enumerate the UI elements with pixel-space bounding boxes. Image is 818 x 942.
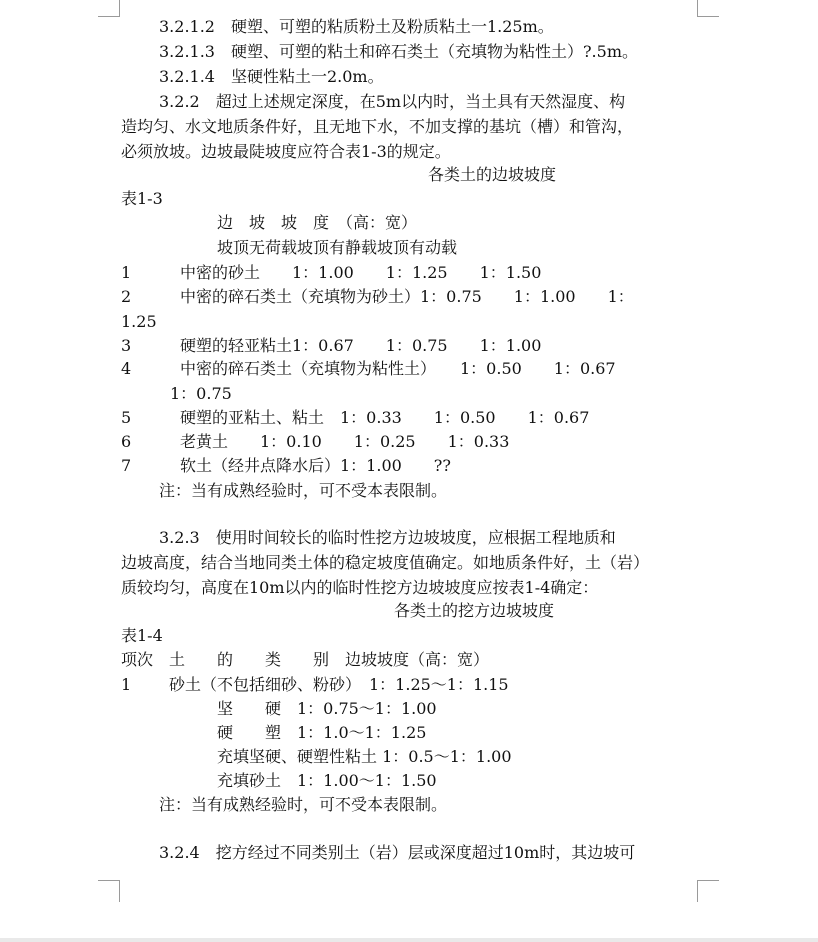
clause-3-2-2-line: 必须放坡。边坡最陡坡度应符合表1-3的规定。 [121,142,451,161]
crop-mark-top-left [98,16,120,17]
row-text: 坚 硬 1：0.75～1：1.00 [217,699,437,718]
row-number: 6 [121,432,132,451]
table-1-3-label: 表1-3 [121,189,163,208]
crop-mark-bottom-left [98,880,120,881]
crop-mark-top-right [697,0,698,17]
row-text: 充填坚硬、硬塑性粘土 1：0.5～1：1.00 [217,747,512,766]
row-text: 中密的碎石类土（充填物为砂土）1：0.75 1：1.00 1： [180,287,634,306]
table-1-3-subheader: 坡顶无荷载坡顶有静载坡顶有动载 [217,238,458,257]
crop-mark-top-left [119,0,120,17]
crop-mark-bottom-left [119,880,120,902]
row-text: 砂土（不包括细砂、粉砂） 1：1.25～1：1.15 [169,675,509,694]
clause-3-2-2-line: 3.2.2 超过上述规定深度，在5m以内时，当土具有天然湿度、构 [159,92,626,111]
clause-3-2-4-line: 3.2.4 挖方经过不同类别土（岩）层或深度超过10m时，其边坡可 [159,843,636,862]
table-1-4-note: 注：当有成熟经验时，可不受本表限制。 [159,795,448,814]
clause-3-2-3-line: 边坡高度，结合当地同类土体的稳定坡度值确定。如地质条件好，土（岩） [121,553,650,572]
row-text: 硬塑的亚粘土、粘土 1：0.33 1：0.50 1：0.67 [180,408,590,427]
row-number: 4 [121,359,132,378]
row-text: 充填砂土 1：1.00～1：1.50 [217,771,437,790]
crop-mark-bottom-right [697,880,698,902]
row-text: 老黄土 1：0.10 1：0.25 1：0.33 [180,432,510,451]
row-number: 3 [121,336,132,355]
row-text: 硬 塑 1：1.0～1：1.25 [217,723,427,742]
row-text-wrap: 1.25 [121,312,157,331]
clause-3-2-1-4: 3.2.1.4 坚硬性粘土一2.0m。 [159,67,384,86]
clause-3-2-1-2: 3.2.1.2 硬塑、可塑的粘质粉土及粉质粘土一1.25m。 [159,17,554,36]
row-number: 2 [121,287,132,306]
row-text-wrap: 1：0.75 [170,384,232,403]
page-bottom-edge [0,938,818,942]
clause-3-2-2-line: 造均匀、水文地质条件好，且无地下水，不加支撑的基坑（槽）和管沟， [121,117,634,136]
row-text: 软土（经井点降水后）1：1.00 ?? [180,456,451,475]
row-text: 硬塑的轻亚粘土1：0.67 1：0.75 1：1.00 [180,336,542,355]
table-1-3-note: 注：当有成熟经验时，可不受本表限制。 [159,481,448,500]
clause-3-2-3-line: 3.2.3 使用时间较长的临时性挖方边坡坡度，应根据工程地质和 [159,528,616,547]
table-1-3-caption: 各类土的边坡坡度 [428,165,557,184]
table-1-4-caption: 各类土的挖方边坡坡度 [394,601,555,620]
row-text: 中密的砂土 1：1.00 1：1.25 1：1.50 [180,263,542,282]
row-number: 1 [121,675,132,694]
row-number: 1 [121,263,132,282]
table-1-3-header: 边 坡 坡 度 （高：宽） [217,213,418,232]
clause-3-2-3-line: 质较均匀，高度在10m以内的临时性挖方边坡坡度应按表1-4确定： [121,578,599,597]
row-number: 5 [121,408,132,427]
clause-3-2-1-3: 3.2.1.3 硬塑、可塑的粘土和碎石类土（充填物为粘性土）?.5m。 [159,42,638,61]
crop-mark-bottom-right [697,880,719,881]
table-1-4-label: 表1-4 [121,626,163,645]
row-text: 中密的碎石类土（充填物为粘性土） 1：0.50 1：0.67 [180,359,616,378]
crop-mark-top-right [697,16,719,17]
row-number: 7 [121,456,132,475]
table-1-4-header: 项次 土 的 类 别 边坡坡度（高：宽） [121,650,490,669]
